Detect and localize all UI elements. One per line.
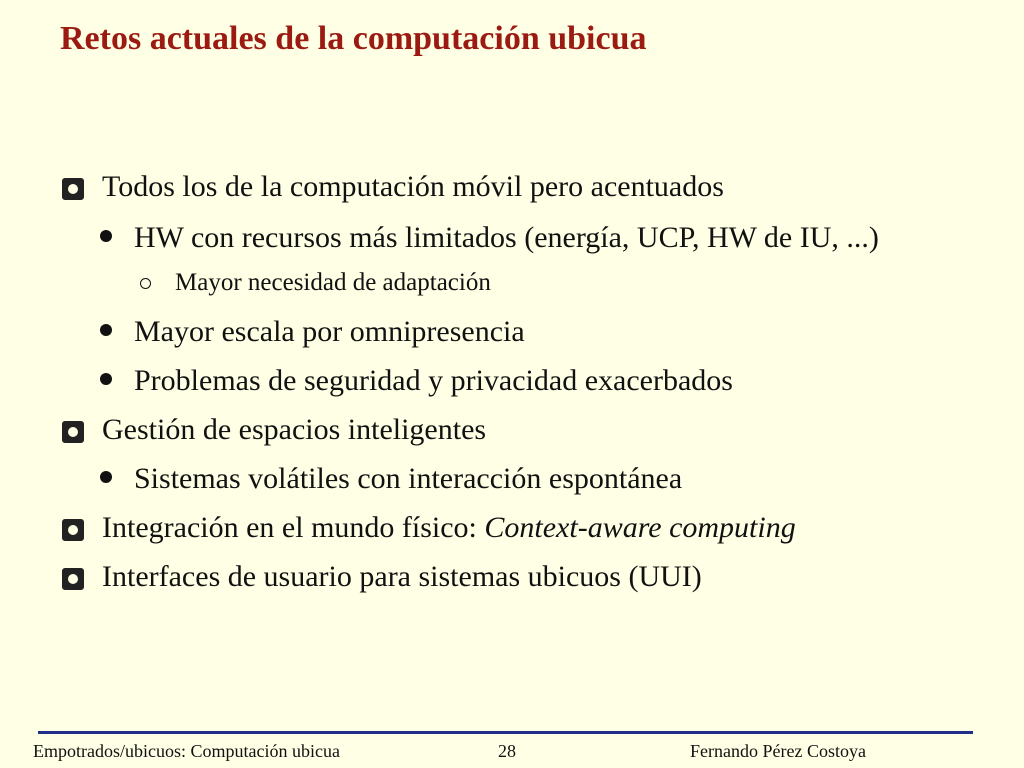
bullet-item-level2 <box>100 462 682 496</box>
bullet-text: Gestión de espacios inteligentes <box>102 413 487 446</box>
bullet-text: Interfaces de usuario para sistemas ubicuos (UUI) <box>102 560 702 593</box>
bullet-item-level1 <box>62 511 796 545</box>
square-bullet-icon <box>62 178 84 200</box>
bullet-item-level2 <box>100 221 879 255</box>
footer-course-title: Empotrados/ubicuos: Computación ubicua <box>33 741 340 761</box>
bullet-text: Integración en el mundo físico: Context-aware computing <box>102 511 796 544</box>
bullet-text: Sistemas volátiles con interacción espontánea <box>134 462 683 495</box>
italic-term: Context-aware computing <box>484 511 796 544</box>
bullet-text: Mayor necesidad de adaptación <box>175 269 491 296</box>
square-bullet-icon <box>62 421 84 443</box>
bullet-text: Mayor escala por omnipresencia <box>134 315 525 348</box>
bullet-text: HW con recursos más limitados (energía, UCP, HW de IU, ...) <box>134 221 879 254</box>
bullet-item-level1 <box>62 413 486 447</box>
bullet-item-level2 <box>100 315 525 349</box>
footer-author: Fernando Pérez Costoya <box>690 741 866 761</box>
bullet-item-level2 <box>100 364 733 398</box>
square-bullet-icon <box>62 568 84 590</box>
dot-bullet-icon <box>100 373 112 385</box>
bullet-item-level3 <box>140 269 491 297</box>
square-bullet-icon <box>62 519 84 541</box>
dot-bullet-icon <box>100 230 112 242</box>
bullet-text: Todos los de la computación móvil pero acentuados <box>102 170 724 203</box>
bullet-text: Problemas de seguridad y privacidad exacerbados <box>134 364 733 397</box>
circle-bullet-icon <box>140 278 151 289</box>
slide-title: Retos actuales de la computación ubicua <box>60 20 647 57</box>
footer-page-number: 28 <box>498 741 516 761</box>
bullet-item-level1 <box>62 170 724 204</box>
footer-divider <box>38 731 973 734</box>
dot-bullet-icon <box>100 471 112 483</box>
bullet-item-level1 <box>62 560 702 594</box>
dot-bullet-icon <box>100 324 112 336</box>
